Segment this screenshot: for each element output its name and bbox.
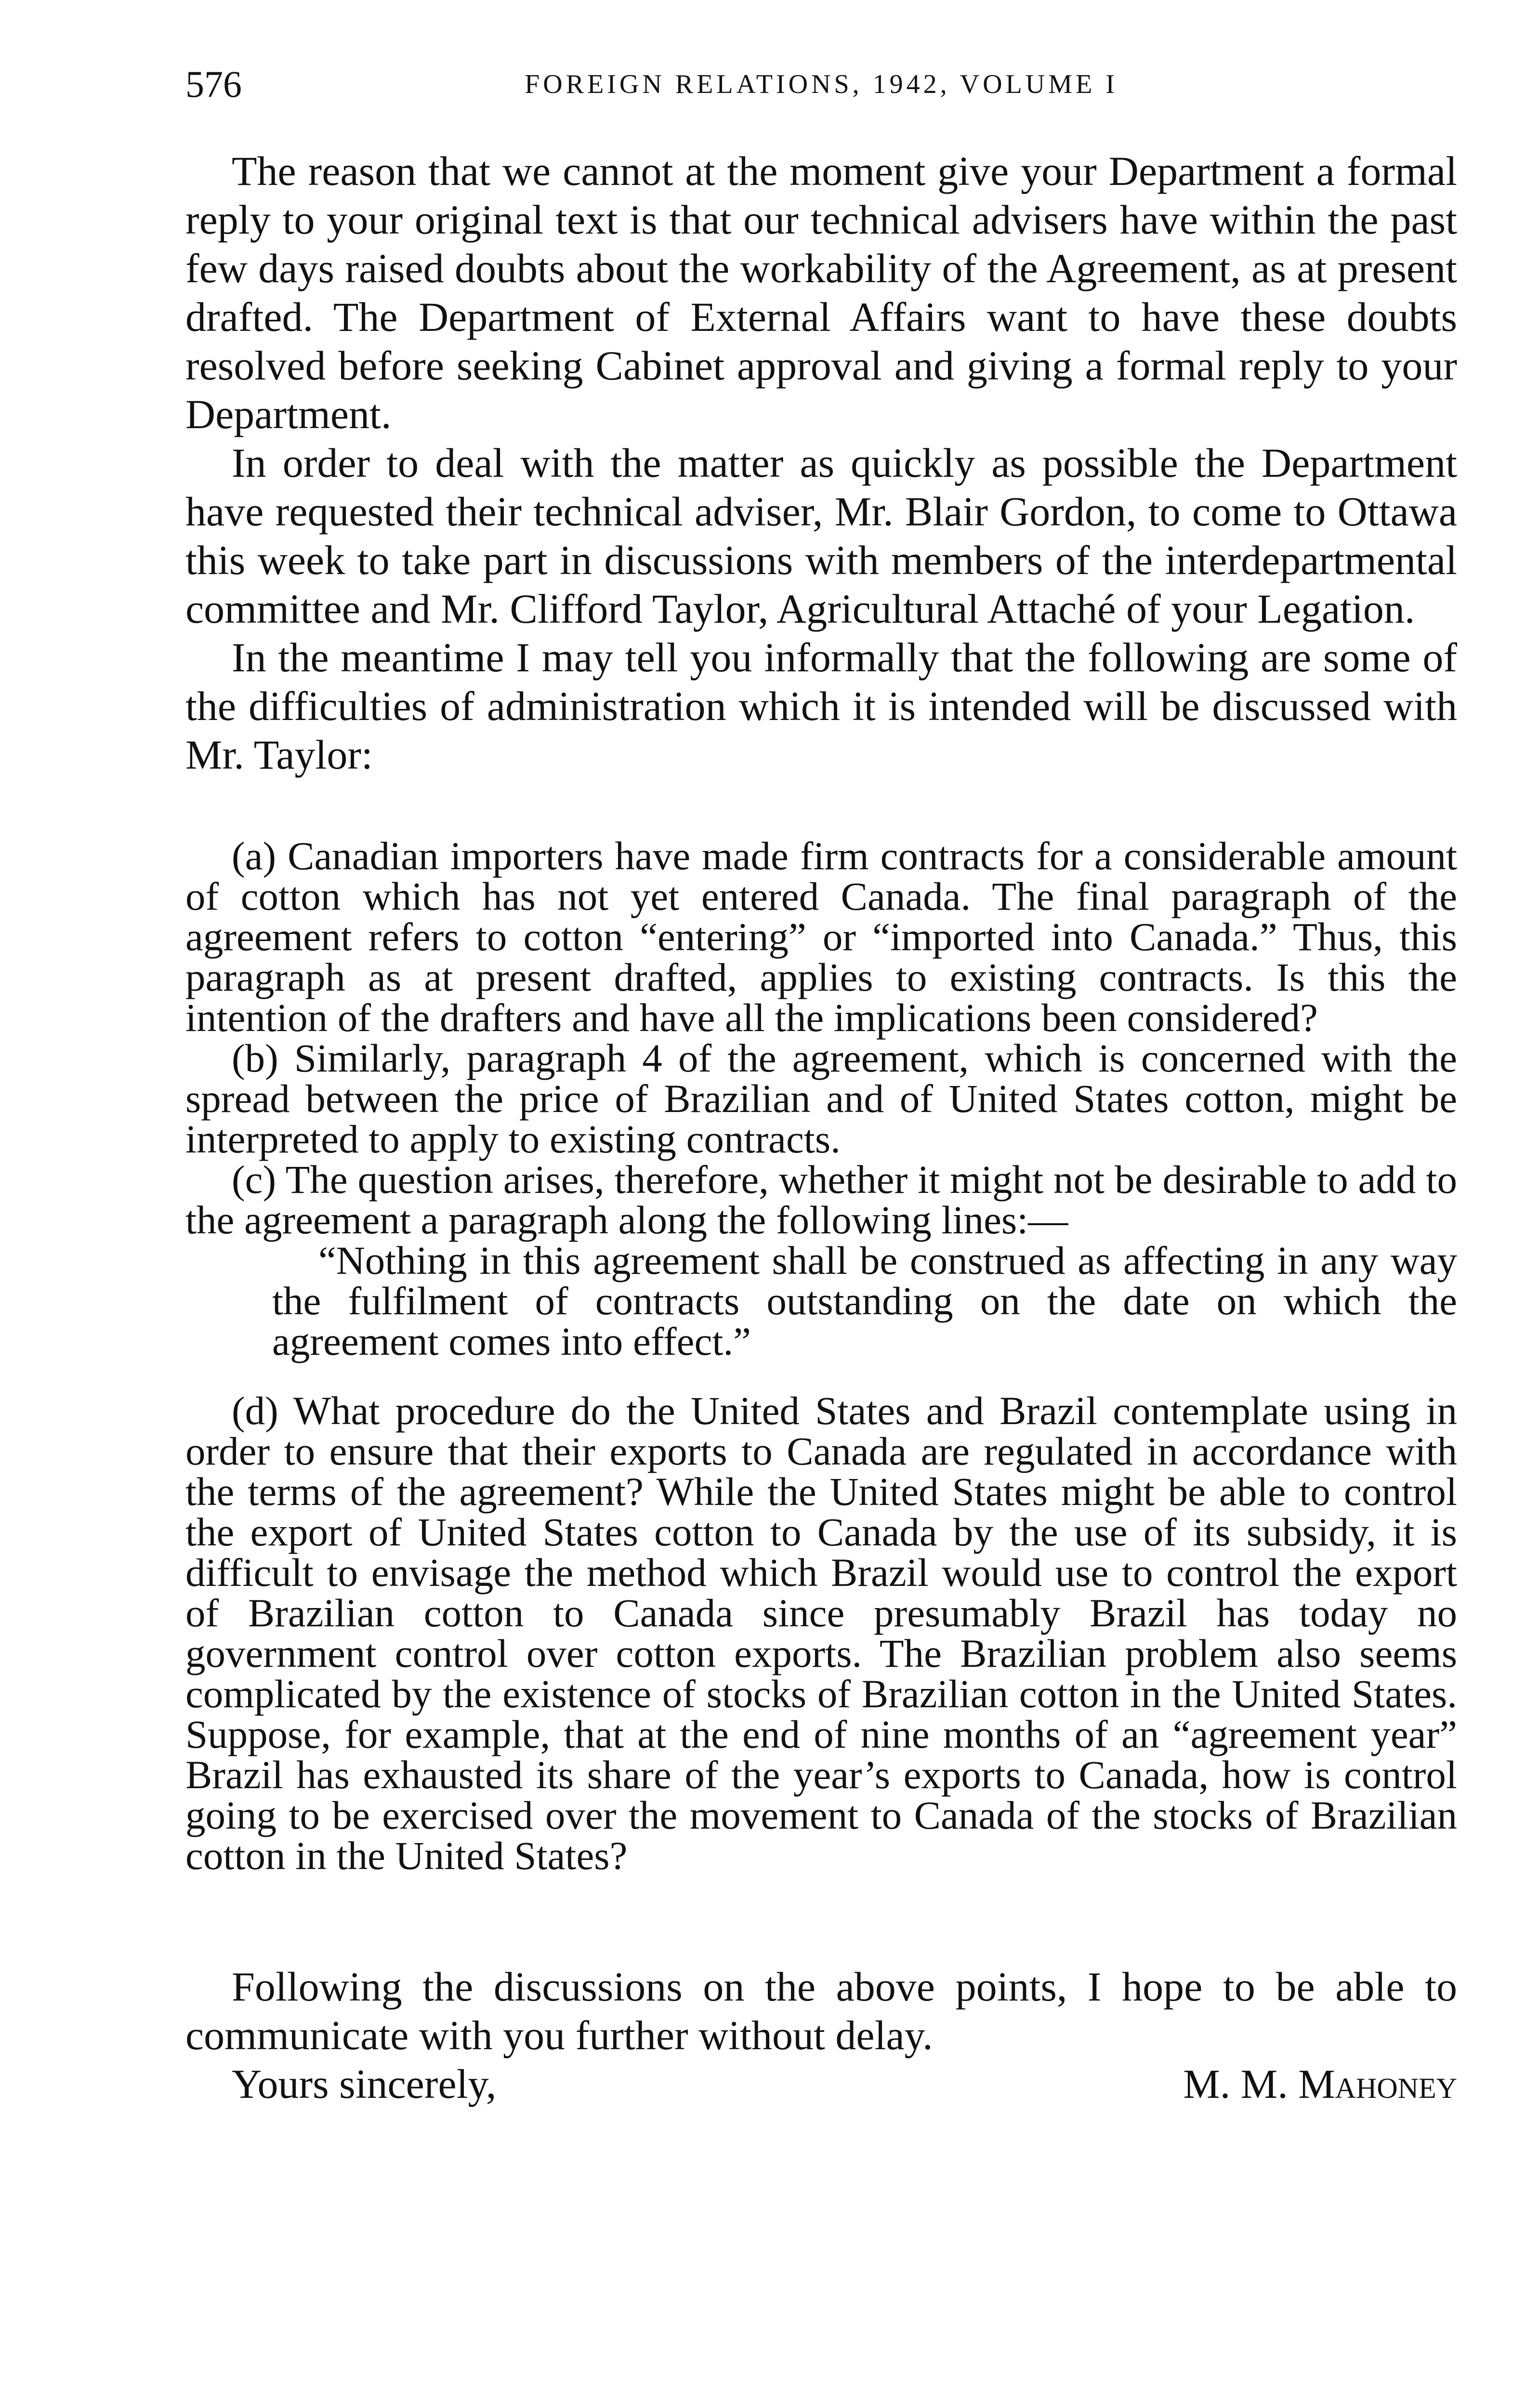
closing-paragraph: Following the discussions on the above points, I hope to be able to communicate with you further without delay. xyxy=(185,1963,1457,2058)
paragraph-reason: The reason that we cannot at the moment give your Department a formal reply to your original text is that our technical advisers have within the past few days raised doubts about the workability of the Agreement, as at present drafted. The Department of External Affairs want to have these doubts resolved before seeking Cabinet approval and giving a formal reply to your Department. xyxy=(185,148,1457,437)
list-item-c: (c) The question arises, therefore, whether it might not be desirable to add to the agreement a paragraph along the following lines:— xyxy=(185,1157,1457,1242)
list-item-d: (d) What procedure do the United States and Brazil contemplate using in order to ensure that their exports to Canada are regulated in accordance with the terms of the agreement? While the United States might be able to control the export of United States cotton to Canada by the use of its subsidy, it is difficult to envisage the method which Brazil would use to control the export of Brazilian cotton to Canada since presumably Brazil has today no government control over cotton exports. The Brazilian problem also seems complicated by the existence of stocks of Brazilian cotton in the United States. Suppose, for example, that at the end of nine months of an “agreement year” Brazil has exhausted its share of the year’s exports to Canada, how is control going to be exercised over the movement to Canada of the stocks of Brazilian cotton in the United States? xyxy=(185,1388,1457,1878)
signature: M. M. Mahoney xyxy=(1183,2061,1457,2107)
paragraph-difficulties-intro: In the meantime I may tell you informally that the following are some of the difficulties of administration which it is intended will be discussed with Mr. Taylor: xyxy=(185,634,1457,778)
spacer xyxy=(185,1361,1457,1390)
difficulties-list xyxy=(185,836,1457,1876)
proposed-paragraph-quote: “Nothing in this agreement shall be construed as affecting in any way the fulfilment of contracts outstanding on the date on which the agreement comes into effect.” xyxy=(272,1238,1457,1363)
letter-body xyxy=(185,147,1457,779)
letter-closing xyxy=(185,1963,1457,2108)
page-header xyxy=(185,58,1457,111)
valediction: Yours sincerely, xyxy=(232,2061,497,2107)
signoff-line xyxy=(185,2060,1457,2108)
list-item-b: (b) Similarly, paragraph 4 of the agreement, which is concerned with the spread between the price of Brazilian and of United States cotton, might be interpreted to apply to existing contracts. xyxy=(185,1036,1457,1161)
list-item-a: (a) Canadian importers have made firm contracts for a considerable amount of cotton which has not yet entered Canada. The final paragraph of the agreement refers to cotton “entering” or “imported into Canada.” Thus, this paragraph as at present drafted, applies to existing contracts. Is this the intention of the drafters and have all the implications been considered? xyxy=(185,834,1457,1040)
paragraph-technical-adviser: In order to deal with the matter as quickly as possible the Department have requested their technical adviser, Mr. Blair Gordon, to come to Ottawa this week to take part in discussions with members of the interdepartmental committee and Mr. Clifford Taylor, Agricultural Attaché of your Legation. xyxy=(185,440,1457,632)
page-number: 576 xyxy=(185,63,242,105)
running-title: FOREIGN RELATIONS, 1942, VOLUME I xyxy=(525,69,1118,99)
